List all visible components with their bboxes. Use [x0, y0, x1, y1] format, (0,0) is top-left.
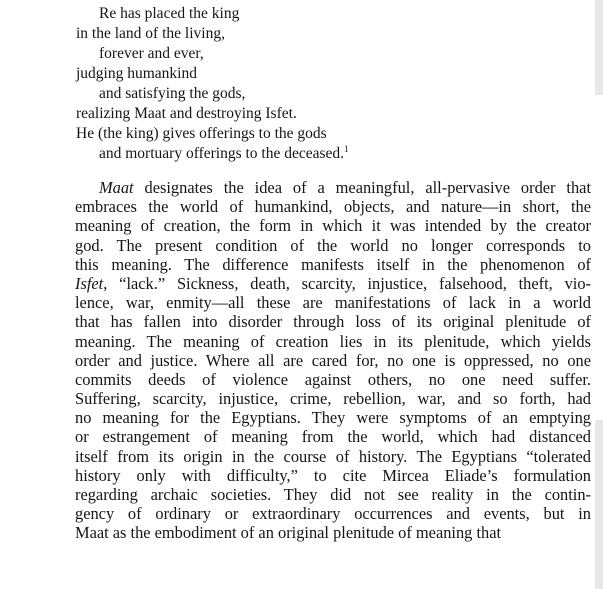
maat-term: Maat	[99, 178, 134, 197]
poem-line-3: forever and ever,	[99, 45, 204, 62]
prose-line-17: regarding archaic societies. They did not see reality in the contin-	[75, 485, 591, 504]
prose-line-6-text: , “lack.” Sickness, death, scarcity, injustice, falsehood, theft, vio-	[103, 273, 591, 293]
prose-line-2: embraces the world of humankind, objects, and nature—in short, the	[75, 197, 591, 217]
isfet-term: Isfet	[75, 273, 104, 293]
prose-line-11: commits deeds of violence against others, no one need suffer.	[75, 369, 591, 389]
prose-line-7: lence, war, enmity—all these are manifestations of lack in a world	[75, 293, 591, 313]
prose-line-14: or estrangement of meaning from the world, which had distanced	[75, 427, 591, 447]
page-edge-shadow-bottom	[595, 420, 603, 589]
poem-line-7: He (the king) gives offerings to the gods	[76, 125, 327, 142]
footnote-marker: 1	[344, 144, 349, 154]
prose-line-3: meaning of creation, the form in which it was intended by the creator	[75, 216, 591, 236]
poem-line-2: in the land of the living,	[76, 25, 225, 42]
poem-line-6: realizing Maat and destroying Isfet.	[76, 105, 297, 122]
prose-line-10: order and justice. Where all are cared for, no one is oppressed, no one	[75, 350, 591, 370]
prose-line-8: that has fallen into disorder through loss of its original plenitude of	[75, 312, 591, 332]
prose-line-19: Maat as the embodiment of an original plenitude of meaning that	[75, 523, 502, 543]
poem-line-8	[99, 145, 349, 162]
prose-line-18: gency of ordinary or extraordinary occurrences and events, but in	[75, 504, 591, 524]
prose-line-15: itself from its origin in the course of history. The Egyptians “tolerated	[75, 446, 591, 466]
prose-line-9: meaning. The meaning of creation lies in its plenitude, which yields	[75, 331, 591, 351]
poem-line-8-text: and mortuary offerings to the deceased.	[99, 145, 345, 162]
prose-line-13: no meaning for the Egyptians. They were symptoms of an emptying	[75, 408, 591, 428]
prose-line-1	[75, 178, 591, 197]
prose-line-5: this meaning. The difference manifests itself in the phenomenon of	[75, 254, 591, 274]
prose-line-1-text: designates the idea of a meaningful, all-pervasive order that	[133, 178, 591, 197]
prose-line-4: god. The present condition of the world no longer corresponds to	[75, 235, 591, 255]
poem-line-1: Re has placed the king	[99, 5, 240, 22]
prose-paragraph	[75, 178, 591, 543]
poem-line-4: judging humankind	[76, 65, 197, 82]
prose-line-12: Suffering, scarcity, injustice, crime, rebellion, war, and so forth, had	[75, 389, 591, 409]
prose-line-6	[75, 274, 591, 293]
page-edge-shadow-top	[595, 0, 603, 95]
prose-line-16: history only with difficulty,” to cite Mircea Eliade’s formulation	[75, 465, 591, 485]
poem-line-5: and satisfying the gods,	[99, 85, 246, 102]
